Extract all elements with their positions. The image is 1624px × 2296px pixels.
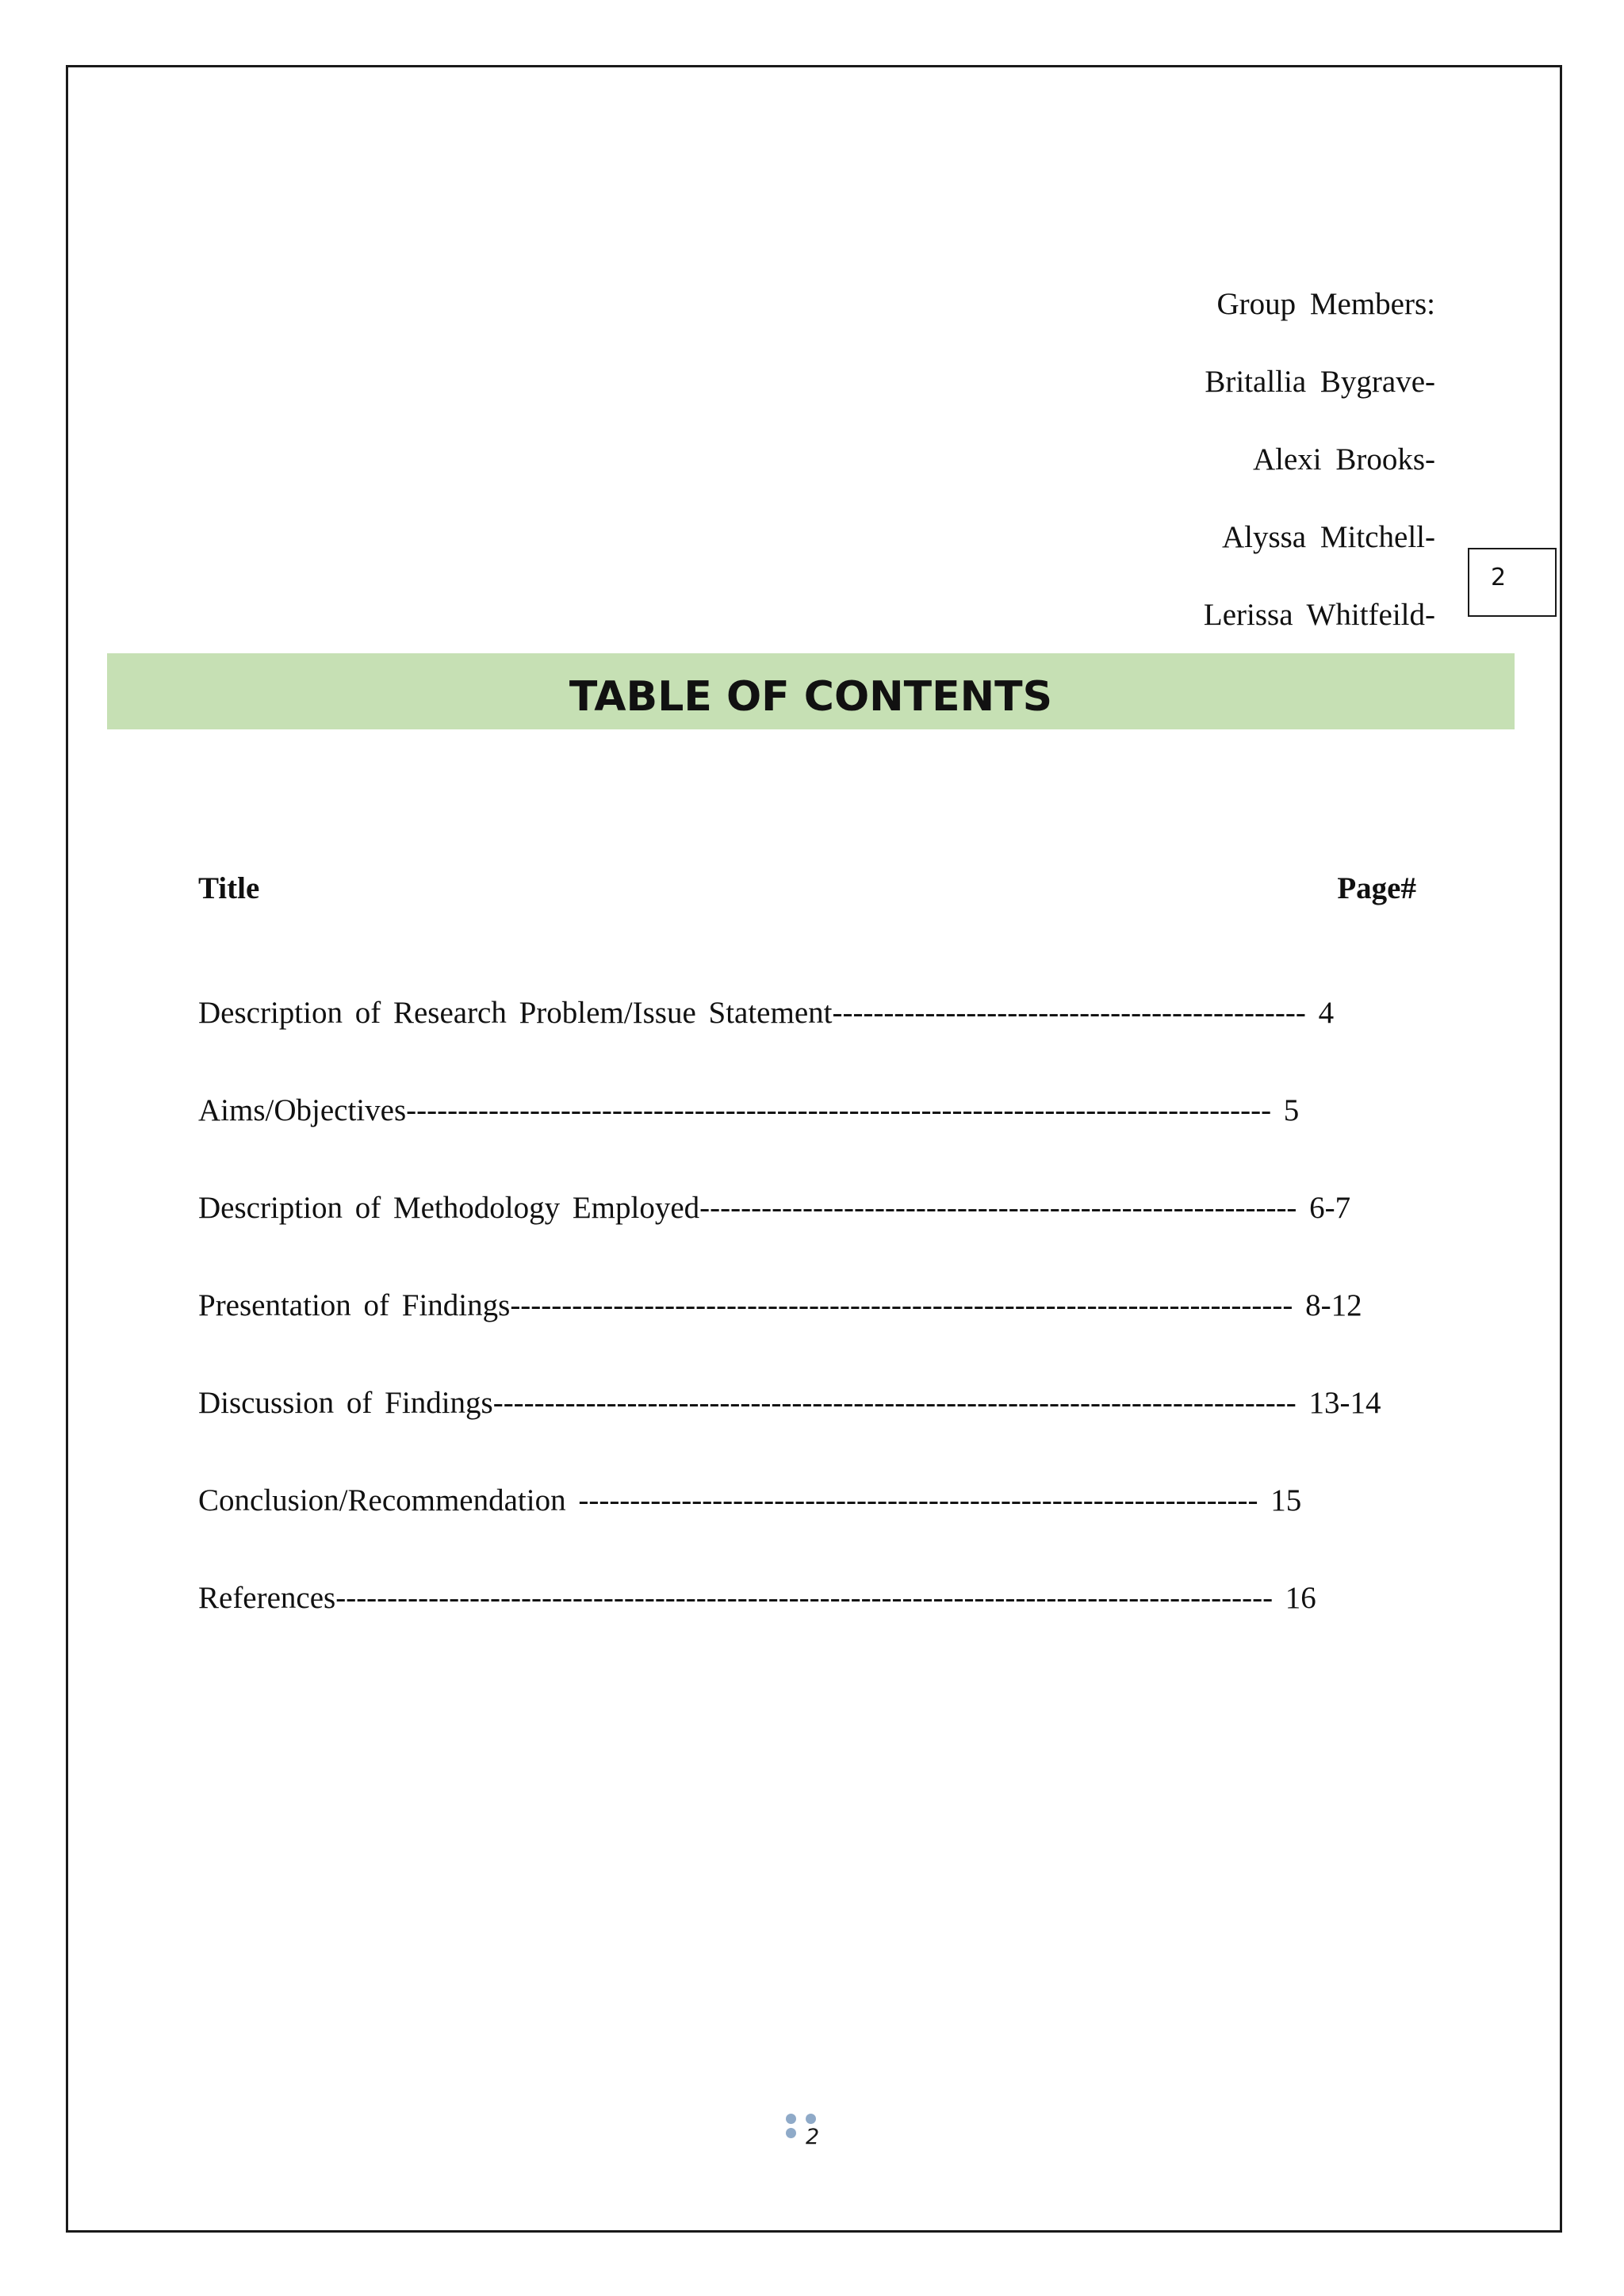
member-name: Alyssa Mitchell- <box>1221 520 1435 554</box>
toc-header-title: Title <box>198 871 260 905</box>
toc-title: TABLE OF CONTENTS <box>107 653 1515 729</box>
toc-entry: Conclusion/Recommendation ------------------------------------------------------------------ 15 <box>198 1483 1302 1517</box>
member-name: Lerissa Whitfeild- <box>1203 598 1435 632</box>
toc-entry: Discussion of Findings------------------------------------------------------------------------------ 13-14 <box>198 1386 1381 1420</box>
toc-entry: Presentation of Findings---------------------------------------------------------------------------- 8-12 <box>198 1288 1362 1322</box>
toc-entry: Description of Methodology Employed---------------------------------------------------------- 6-7 <box>198 1191 1351 1225</box>
toc-entry: Description of Research Problem/Issue Statement---------------------------------------------- 4 <box>198 996 1335 1030</box>
group-members-heading: Group Members: <box>1216 287 1435 321</box>
toc-list <box>198 995 1381 1678</box>
group-members <box>1204 266 1435 654</box>
member-name: Britallia Bygrave- <box>1205 365 1435 399</box>
toc-header-page: Page# <box>1337 871 1416 905</box>
page-number-box: 2 <box>1468 548 1557 617</box>
member-name: Alexi Brooks- <box>1252 442 1435 476</box>
footer-page-number: 2 <box>806 2125 820 2149</box>
toc-entry: Aims/Objectives------------------------------------------------------------------------------------ 5 <box>198 1093 1300 1127</box>
toc-entry: References------------------------------------------------------------------------------------------- 16 <box>198 1581 1316 1615</box>
